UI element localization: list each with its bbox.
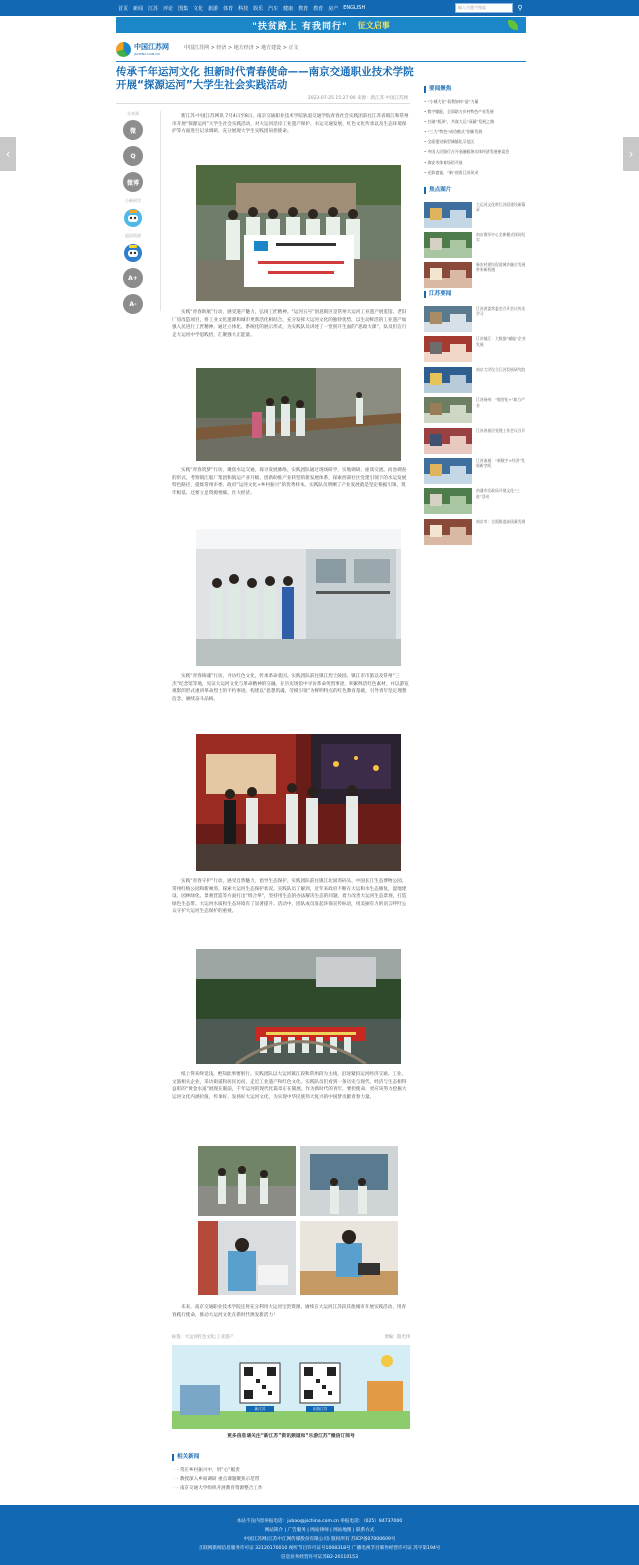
article-photo — [196, 529, 401, 666]
thumbnail-caption[interactable]: 南通市民政局开展文化“三进”活动 — [476, 488, 520, 499]
robot-label: 小新同学 — [125, 198, 141, 203]
breadcrumb[interactable]: 中国江苏网 > 经济 > 地方经济 > 地方建设 > 正文 — [184, 45, 299, 51]
site-logo[interactable] — [116, 38, 176, 60]
article-editor: 责编：殷光伟 — [384, 1335, 410, 1340]
thumbnail-caption[interactable]: 南京海军中心全新模式探访纪实 — [476, 232, 526, 243]
sidebar-news-item[interactable]: • 全面建设新型城镇化示范区 — [424, 137, 526, 147]
nav-link[interactable]: 体育 — [223, 5, 234, 12]
next-arrow-icon[interactable]: › — [623, 137, 639, 171]
divider — [116, 61, 526, 62]
sidebar-thumb-item[interactable] — [424, 262, 528, 288]
banner-slogan: "扶贫路上 有我同行" — [252, 21, 348, 32]
thumbnail-image[interactable] — [424, 306, 472, 332]
article-photo — [300, 1221, 398, 1295]
sidebar-thumb-item[interactable] — [424, 336, 528, 362]
sidebar-news-item[interactable]: • 光影盛宴，“新”视角江苏风采 — [424, 168, 526, 178]
sidebar-news-item[interactable]: • 中国人民银行召开金融服务实体经济发展座谈会 — [424, 147, 526, 157]
robot-assistant-icon[interactable] — [122, 207, 144, 229]
search-input[interactable]: 输入关键字搜索 — [455, 3, 513, 13]
article-paragraph: 纸上得来终觉浅，绝知此事要躬行。实践团队以大运河镇江段和常州段为主线，沿途紧扣运河经济交通、工业、文旅相关企业，采访街道和居民访问，走近工业遗产和红色文化。实践队员们看到一条历史与现代、经济与生态相得益彰的“黄金水道”展现在眼前，千年运河的现代化篇章正在铺展。作为新时代的青年，要担使命，更应该努力挖掘大运河文化内涵价值，传承好、发扬好大运河文化，为实现中华民族伟大复兴的中国梦贡献青春力量。 — [172, 1072, 407, 1100]
qr-code-banner[interactable] — [172, 1345, 410, 1429]
article-tags[interactable]: 标签：大运河红色文化;工业遗产 — [172, 1335, 234, 1340]
sidebar-photo-title: 焦点图片 — [424, 187, 526, 194]
sidebar-news-item[interactable]: • “三大”特色“成功模式”创新发展 — [424, 127, 526, 137]
article-paragraph: 实践“青春铸魂”行动，寻访红色文化，传承革命基因。实践团队前往镇江烈士陵园、镇江市市旅以及常州“三杰”纪念馆等地，见证大运河文化与革命精神的交融。在历史场馆中寻访革命英烈事迹，积累鲜活红色素材，并以游览观影的形式重讲革命烈士的不朽事迹。构建以“思想筑魂，劳模引领”为鲜明特点的红色教育基础，引导青年坚定理想信念、赓续奋斗品格。 — [172, 674, 409, 702]
sidebar-thumb-item[interactable] — [424, 488, 528, 514]
sidebar-thumb-item[interactable] — [424, 202, 528, 228]
nav-link[interactable]: 文化 — [193, 5, 204, 12]
prev-arrow-icon[interactable]: ‹ — [0, 137, 16, 171]
footer-line: 中国江苏网(江苏中江网传媒股份有限公司) 版权所有 苏ICP备07000609号 — [243, 1537, 396, 1542]
article-photo — [300, 1146, 398, 1216]
weibo-share-icon[interactable]: 微博 — [123, 172, 143, 192]
sidebar-thumb-item[interactable] — [424, 428, 528, 454]
thumbnail-caption[interactable]: 江苏省委常委会召开会议传达学习 — [476, 306, 526, 317]
nav-link[interactable]: 江苏 — [148, 5, 159, 12]
share-label: 分享到 — [127, 111, 139, 116]
article-photo — [198, 1146, 296, 1216]
article-paragraph: 实践“青春筑梦”行动，聚焦水运交通，探寻发展脉络。实践团队通过现场研学、实地调研、座谈交流、问卷调查的形式，考察镇江船厂集团和航运产业升级、创新助推产业转型的新发展体系，探索西部社区党建引领下的水运发展特色路径，提炼常州市委、政府“运河文化+乡村振兴”的优秀样本。实践队员明晰了产业发展就是坚定根据引领、筑牢根基、还要立足资源禀赋、壮大经济。 — [172, 468, 407, 496]
sidebar-thumb-item[interactable] — [424, 458, 528, 484]
nav-link[interactable]: 房产 — [328, 5, 339, 12]
thumbnail-image[interactable] — [424, 262, 472, 288]
article-photo — [196, 368, 401, 461]
sidebar-thumb-item[interactable] — [424, 306, 528, 332]
sidebar-thumb-item[interactable] — [424, 232, 528, 258]
sidebar-news-item[interactable]: • 打破“瓶颈”，共谋大运“双碳”发展之路 — [424, 117, 526, 127]
thumbnail-caption[interactable]: 南京大学设立江苏发展研究院 — [476, 366, 526, 372]
logo-domain: JSCHINA.COM.CN — [134, 52, 160, 56]
back-to-top-icon[interactable] — [122, 242, 144, 264]
related-news-title: 相关新闻 — [172, 1454, 199, 1461]
article-paragraph: 新江苏·中国江苏网讯 7月4日至8日，南京交通职业技术学院轨道交通学院青春社会实践团前往江苏省镇江和常州市开展“探源运河”大学生社会实践活动，对大运河沿岸工业遗产保护、水运交通发展、红色文化传承以及生态环境保护等方面进行记录调研，充分展现大学生实践团肩担使命。 — [172, 114, 409, 135]
thumbnail-caption[interactable]: 江苏镇江：大数据“赋能”企业发展 — [476, 336, 526, 347]
nav-link[interactable]: 娱乐 — [253, 5, 264, 12]
back-top-label: 返回顶部 — [125, 233, 141, 238]
article-photo — [196, 949, 401, 1064]
article-meta: 2023-07-25 15:27:00 来源：新江苏·中国江苏网 — [307, 96, 408, 101]
site-footer — [0, 1505, 639, 1565]
sidebar-focus-title: 要闻聚焦 — [424, 86, 526, 93]
sidebar-news-item[interactable]: • “小城大业”看我如何“造”力量 — [424, 97, 526, 107]
nav-link[interactable]: 图集 — [178, 5, 189, 12]
top-navbar — [0, 0, 639, 16]
related-news-item[interactable]: · · 南京交通大学组织开展教育资源整合工作 — [174, 1484, 414, 1493]
thumbnail-image[interactable] — [424, 488, 472, 514]
nav-link[interactable]: 科技 — [238, 5, 249, 12]
thumbnail-image[interactable] — [424, 336, 472, 362]
nav-link[interactable]: 评论 — [163, 5, 174, 12]
font-decrease-button[interactable]: A- — [123, 294, 143, 314]
qr-label: 乐游江苏 — [312, 1407, 328, 1411]
thumbnail-image[interactable] — [424, 202, 472, 228]
nav-link[interactable]: 教育 — [298, 5, 309, 12]
qq-share-icon[interactable]: Q — [123, 146, 143, 166]
thumbnail-image[interactable] — [424, 397, 472, 423]
sidebar-thumb-item[interactable] — [424, 367, 528, 393]
thumbnail-image[interactable] — [424, 458, 472, 484]
thumbnail-caption[interactable]: 新农村建设促进城乡融合发展带来新机遇 — [476, 262, 526, 273]
qr-caption: 更多信息请关注“新江苏”资讯频道和“乐游江苏”微信订阅号 — [227, 1434, 355, 1439]
thumbnail-image[interactable] — [424, 367, 472, 393]
logo-mark-icon — [116, 42, 131, 57]
footer-line: 互联网新闻信息服务许可证 32120170010 视听节目许可证号1008318号 广播电视节目制作经营许可证 苏字第194号 — [198, 1546, 441, 1551]
nav-link[interactable]: 首页 — [118, 5, 129, 12]
nav-link[interactable]: 新闻 — [133, 5, 144, 12]
footer-line: 信息业务经营许可证苏B2-20110153 — [280, 1555, 359, 1560]
divider — [116, 103, 410, 104]
thumbnail-image[interactable] — [424, 232, 472, 258]
sidebar-news-item[interactable]: • 数字赋能，全面助力乡村特色产业发展 — [424, 107, 526, 117]
promo-banner[interactable] — [116, 17, 526, 33]
thumbnail-caption[interactable]: 江苏省基层党建工作会议召开 — [476, 427, 526, 433]
nav-link[interactable]: 汽车 — [268, 5, 279, 12]
sidebar-thumb-item[interactable] — [424, 397, 528, 423]
article-source-line — [172, 1334, 410, 1340]
wechat-share-icon[interactable]: 微 — [123, 120, 143, 140]
leaf-icon — [508, 20, 518, 30]
thumbnail-caption[interactable]: 南京市：全面推进高质量发展 — [476, 518, 526, 524]
related-news-item[interactable]: · · 教授深入乡间调研 重点课题聚焦示范带 — [174, 1475, 414, 1484]
search-icon[interactable]: ⚲ — [517, 4, 523, 12]
font-increase-button[interactable]: A+ — [123, 268, 143, 288]
article-paragraph: 实践“青春守护”行动，感受自然魅力，倡导生态保护。实践团队前往镇江北固湾码头、中国长江生态博物公园、常州红梅公园和新闸湾。探索大运河生态保护状况。实践队员了解到，近年来政府不断在大运和水生态修复、湿地建设、园林绿化、景观营造等方面打出“组合拳”，坚持用生态的办法解决生态的问题，着力改善大运河生态景观，打造绿色生态带。大运河水质和生态环境有了显著提升。活动中，团队成员发起环保宣传标语，用美丽有力的语言呼吁公众守护大运河生态保护的重视。 — [172, 879, 407, 915]
sidebar-news-item[interactable]: • 海安市体育场馆开放 — [424, 158, 526, 168]
thumbnail-caption[interactable]: 江苏扬州：“数智化+”助力产业 — [476, 397, 525, 408]
thumbnail-caption[interactable]: 大运河文化带江苏段建设新篇章 — [476, 202, 526, 213]
article-title: 传承千年运河文化 担新时代青春使命——南京交通职业技术学院开展“探源运河”大学生社会实践活动 — [116, 66, 414, 91]
related-news-item[interactable]: · · 常庄乡村振兴中，用“心”履责 — [174, 1466, 414, 1475]
sidebar-jiangsu-title: 江苏要闻 — [424, 291, 526, 298]
share-column — [116, 111, 150, 320]
article-photo — [198, 1221, 296, 1295]
nav-links — [118, 0, 365, 16]
article-photo — [196, 734, 401, 871]
banner-tag: 征文启事 — [357, 20, 390, 30]
article-paragraph: 未来，南京交通职业技术学院还将充分利用大运河宝贵资源，赓续在大运河江苏段其他城市开展实践活动，用青春践行使命，推动大运河文化在新时代焕发新活力！ — [172, 1305, 407, 1318]
divider — [160, 111, 161, 311]
nav-link[interactable]: ENGLISH — [343, 5, 366, 11]
sidebar-focus-list — [424, 97, 526, 178]
footer-line: 本站不良内容举报电话：jubao@jschina.com.cn 举报电话：（025）84737000 — [236, 1519, 403, 1524]
thumbnail-image[interactable] — [424, 519, 472, 545]
related-news-list — [174, 1466, 414, 1493]
article-paragraph: 实践“青春助航”行动，感受遗产魅力，弘扬工匠精神。“运河五号”创意街区是常州大运河工业遗产展览馆、老旧厂房改造项目，将工业文化遗源和城市更新活化相结合，充分发挥大运河文化的独特优势，以生动鲜活的工业遗产加强人民进行工匠精神。通过立体化、系统化的展示形式，为实践队员讲述了一堂别开生面的“思政大课”，队员们在行走大运河中学思践悟，汇聚强大正能量。 — [172, 310, 407, 338]
qr-label: 新江苏 — [254, 1407, 266, 1411]
sidebar-thumb-item[interactable] — [424, 519, 528, 545]
nav-link[interactable]: 旅游 — [208, 5, 219, 12]
thumbnail-image[interactable] — [424, 428, 472, 454]
thumbnail-caption[interactable]: 江苏南通：“新数字+经济”发展新空间 — [476, 458, 525, 469]
article-photo — [196, 165, 401, 301]
footer-links[interactable]: 网站简介 | 广告服务 | 网站律师 | 网站地图 | 联系方式 — [264, 1528, 375, 1533]
nav-link[interactable]: 教育 — [313, 5, 324, 12]
nav-link[interactable]: 健康 — [283, 5, 294, 12]
logo-name: 中国江苏网 — [134, 43, 169, 51]
